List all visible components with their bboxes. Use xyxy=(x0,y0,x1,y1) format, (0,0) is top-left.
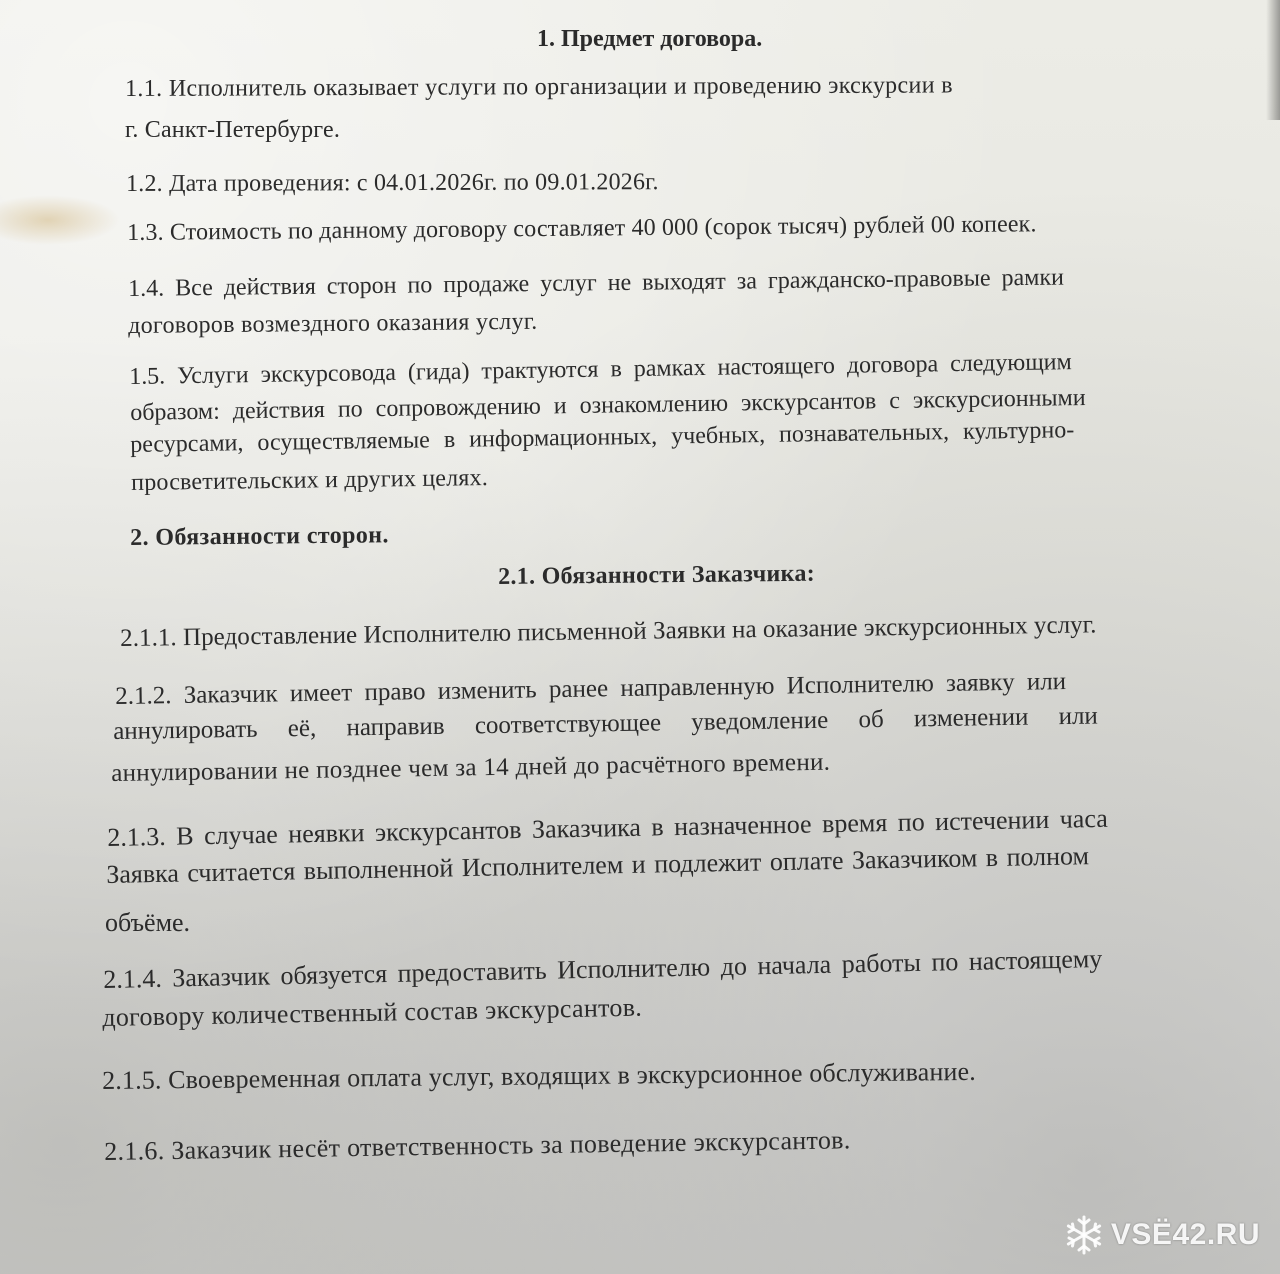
clause-2-1-3-line-1: 2.1.3. В случае неявки экскурсантов Заказчика в назначенное время по истечении часа xyxy=(107,803,1108,852)
clause-1-5-line-3: ресурсами, осуществляемые в информационных, учебных, познавательных, культурно- xyxy=(130,417,1075,458)
watermark-text: VSЁ42.RU xyxy=(1110,1218,1260,1251)
clause-2-1-2-line-2: аннулировать её, направив соответствующее уведомление об изменении или xyxy=(113,702,1099,745)
clause-1-1-line-2: г. Санкт-Петербурге. xyxy=(125,117,341,143)
clause-1-5-line-2: образом: действия по сопровождению и ознакомлению экскурсантов с экскурсионными xyxy=(130,384,1086,426)
clause-2-1-4-line-2: договору количественный состав экскурсантов. xyxy=(102,992,643,1032)
clause-2-1-3-line-3: объёме. xyxy=(105,908,191,937)
clause-1-5-line-4: просветительских и других целях. xyxy=(131,465,489,496)
clause-1-4-line-2: договоров возмездного оказания услуг. xyxy=(128,308,538,339)
clause-1-1-line-1: 1.1. Исполнитель оказывает услуги по организации и проведению экскурсии в xyxy=(125,72,953,102)
clause-2-1-2-line-1: 2.1.2. Заказчик имеет право изменить ранее направленную Исполнителю заявку или xyxy=(115,668,1067,710)
clause-1-5-line-1: 1.5. Услуги экскурсовода (гида) трактуются в рамках настоящего договора следующим xyxy=(129,349,1072,390)
clause-1-2: 1.2. Дата проведения: с 04.01.2026г. по 09.01.2026г. xyxy=(126,169,659,197)
clause-1-3: 1.3. Стоимость по данному договору составляет 40 000 (сорок тысяч) рублей 00 копеек. xyxy=(127,211,1037,246)
section-1-title: 1. Предмет договора. xyxy=(537,26,763,52)
clause-2-1-2-line-3: аннулировании не позднее чем за 14 дней до расчётного времени. xyxy=(111,748,831,787)
page-edge-shadow xyxy=(1266,0,1280,120)
section-2-title: 2. Обязанности сторон. xyxy=(130,522,389,551)
section-2-1-title: 2.1. Обязанности Заказчика: xyxy=(498,560,816,590)
paper-stain xyxy=(0,195,120,245)
clause-2-1-4-line-1: 2.1.4. Заказчик обязуется предоставить Исполнителю до начала работы по настоящему xyxy=(103,944,1103,994)
clause-2-1-1: 2.1.1. Предоставление Исполнителю письменной Заявки на оказание экскурсионных услуг. xyxy=(120,611,1097,652)
clause-2-1-6: 2.1.6. Заказчик несёт ответственность за поведение экскурсантов. xyxy=(104,1125,851,1166)
clause-1-4-line-1: 1.4. Все действия сторон по продаже услуг не выходят за гражданско-правовые рамки xyxy=(128,264,1065,302)
clause-2-1-3-line-2: Заявка считается выполненной Исполнителем и подлежит оплате Заказчиком в полном xyxy=(106,841,1090,889)
clause-2-1-5: 2.1.5. Своевременная оплата услуг, входящих в экскурсионное обслуживание. xyxy=(102,1056,977,1095)
snowflake-icon xyxy=(1063,1214,1105,1256)
site-watermark xyxy=(1063,1214,1260,1256)
